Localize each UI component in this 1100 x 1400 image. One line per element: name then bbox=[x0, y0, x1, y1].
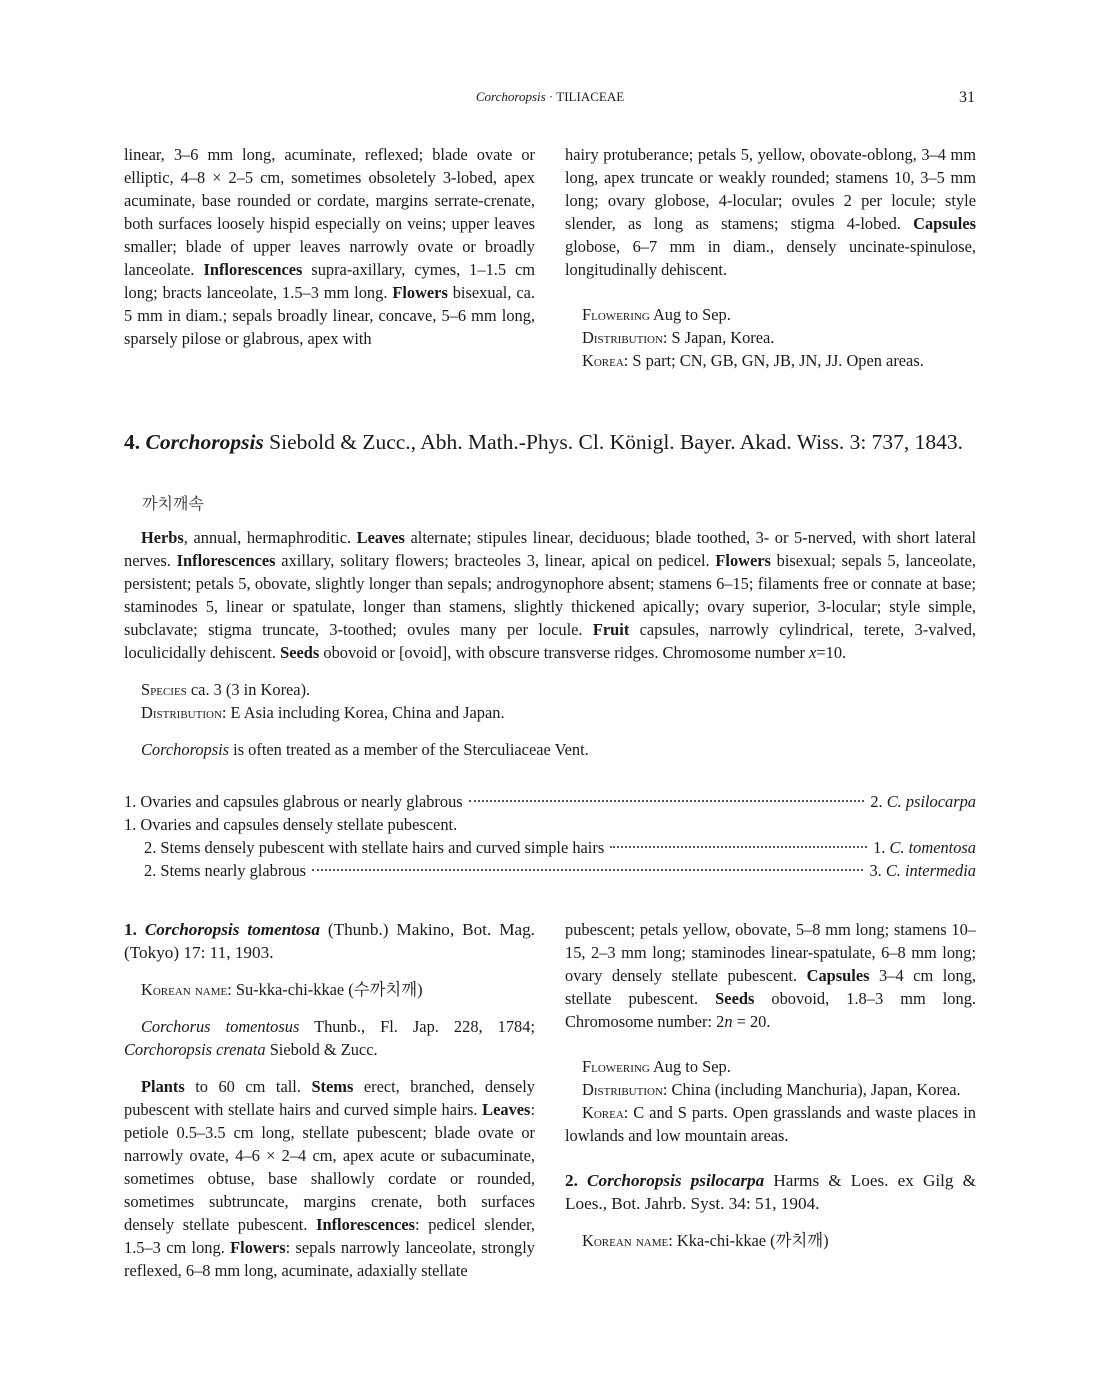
korea-value: : S part; CN, GB, GN, JB, JN, JJ. Open areas. bbox=[623, 351, 924, 370]
key-lead: 1. Ovaries and capsules densely stellate pubescent. bbox=[124, 815, 458, 834]
key-leader-dots bbox=[312, 869, 863, 871]
desc-term: Fruit bbox=[592, 620, 630, 639]
distribution-value: : China (including Manchuria), Japan, Korea. bbox=[662, 1080, 961, 1099]
desc-text: capsules, narrowly cylindrical, terete, 3-valved, loculicidally dehiscent. bbox=[124, 620, 976, 662]
flowering-label: Flowering bbox=[582, 1057, 650, 1076]
species-1-distribution bbox=[565, 1078, 976, 1101]
desc-text: axillary, solitary flowers; bracteoles 3, linear, apical on pedicel. bbox=[275, 551, 716, 570]
key-lead: 2. Stems nearly glabrous bbox=[144, 861, 307, 880]
desc-text: pubescent; petals yellow, obovate, 5–8 mm long; stamens 10–15, 2–3 mm long; staminodes linear-spatulate, 6–8 mm long; ovary densely stellate pubescent. bbox=[565, 920, 976, 985]
genus-description-text bbox=[124, 526, 976, 664]
desc-text: linear, 3–6 mm long, acuminate, reflexed; blade ovate or elliptic, 4–8 × 2–5 cm, sometimes obsoletely 3-lobed, apex acuminate, base rounded or cordate, margins serrate-crenate, both surfaces loosely hispid especially on veins; upper leaves smaller; blade of upper leaves narrowly ovate or broadly lanceolate. bbox=[124, 145, 535, 279]
distribution-label: Distribution bbox=[582, 1080, 663, 1099]
desc-text: supra-axillary, cymes, 1–1.5 cm long; bracts lanceolate, 1.5–3 mm long. bbox=[124, 260, 535, 302]
desc-text: globose, 6–7 mm in diam., densely uncinate-spinulose, longitudinally dehiscent. bbox=[565, 237, 976, 279]
flowering-value: Aug to Sep. bbox=[649, 1057, 731, 1076]
header-genus: Corchoropsis bbox=[475, 89, 546, 104]
desc-term: Flowers bbox=[715, 551, 771, 570]
desc-text: obovoid or [ovoid], with obscure transverse ridges. Chromosome number bbox=[319, 643, 810, 662]
species-number: 2. bbox=[565, 1171, 588, 1190]
chromosome-value: =10. bbox=[816, 643, 847, 662]
species-number: 1. bbox=[124, 920, 145, 939]
genus-name: Corchoropsis bbox=[145, 430, 264, 454]
bottom-left-column bbox=[124, 918, 535, 1282]
genus-distribution-line bbox=[124, 701, 976, 724]
desc-term: Herbs bbox=[141, 528, 184, 547]
desc-term: Capsules bbox=[913, 214, 976, 233]
desc-text: hairy protuberance; petals 5, yellow, obovate-oblong, 3–4 mm long, apex truncate or weakly rounded; stamens 10, 3–5 mm long; ovary globose, 4-locular; ovules 2 per locule; style slender, as long as stamens; stigma 4-lobed. bbox=[565, 145, 976, 233]
synonym-name: Corchoropsis crenata bbox=[124, 1040, 266, 1059]
top-left-column bbox=[124, 143, 535, 350]
header-family: TILIACEAE bbox=[556, 89, 625, 104]
genus-note bbox=[124, 738, 976, 761]
species-2-heading bbox=[565, 1169, 976, 1215]
distribution-value: : E Asia including Korea, China and Japan. bbox=[221, 703, 505, 722]
distribution-value: : S Japan, Korea. bbox=[662, 328, 775, 347]
species-1-description bbox=[124, 1075, 535, 1282]
distribution-label: Distribution bbox=[141, 703, 222, 722]
key-leader-dots bbox=[469, 800, 865, 802]
desc-text: = 20. bbox=[732, 1012, 771, 1031]
header-separator: · bbox=[545, 89, 557, 104]
flowering-value: Aug to Sep. bbox=[649, 305, 731, 324]
desc-term: Flowers bbox=[230, 1238, 286, 1257]
desc-text: bisexual; sepals 5, lanceolate, persistent; petals 5, obovate, slightly longer than sepals; androgynophore absent; stamens 6–15; filaments free or connate at base; staminodes 5, linear or spatulate, longer than stamens, slightly thickened apically; ovary superior, 3-locular; style simple, subclavate; stigma truncate, 3-toothed; ovules many per locule. bbox=[124, 551, 976, 639]
species-1-heading bbox=[124, 918, 535, 964]
desc-term: Seeds bbox=[715, 989, 755, 1008]
note-text: is often treated as a member of the Sterculiaceae Vent. bbox=[229, 740, 589, 759]
species-count-line bbox=[124, 678, 976, 701]
korean-name-label: Korean name bbox=[582, 1231, 669, 1250]
header-title bbox=[0, 89, 1100, 105]
desc-text: to 60 cm tall. bbox=[184, 1077, 312, 1096]
species-citation: Harms & Loes. ex Gilg & Loes., Bot. Jahrb. Syst. 34: 51, 1904. bbox=[565, 1171, 976, 1213]
top-right-column bbox=[565, 143, 976, 372]
species-1-flowering bbox=[565, 1055, 976, 1078]
key-row bbox=[124, 836, 976, 859]
desc-text: : sepals narrowly lanceolate, strongly reflexed, 6–8 mm long, acuminate, adaxially stellate bbox=[124, 1238, 535, 1280]
key-row bbox=[124, 790, 976, 813]
key-lead: 1. Ovaries and capsules glabrous or nearly glabrous bbox=[124, 792, 463, 811]
key-lead: 2. Stems densely pubescent with stellate hairs and curved simple hairs bbox=[144, 838, 605, 857]
flowering-label: Flowering bbox=[582, 305, 650, 324]
korea-label: Korea bbox=[582, 1103, 624, 1122]
desc-text: obovoid, 1.8–3 mm long. Chromosome number: 2 bbox=[565, 989, 976, 1031]
key-target: 2. C. psilocarpa bbox=[870, 792, 976, 811]
species-1-synonyms bbox=[124, 1015, 535, 1061]
desc-term: Inflorescences bbox=[203, 260, 303, 279]
species-citation: (Thunb.) Makino, Bot. Mag. (Tokyo) 17: 11, 1903. bbox=[124, 920, 535, 962]
desc-text: erect, branched, densely pubescent with stellate hairs and curved simple hairs. bbox=[124, 1077, 535, 1119]
page-number: 31 bbox=[959, 89, 975, 106]
desc-text: bisexual, ca. 5 mm in diam.; sepals broadly linear, concave, 5–6 mm long, sparsely pilose or glabrous, apex with bbox=[124, 283, 535, 348]
synonym-name: Corchorus tomentosus bbox=[141, 1017, 300, 1036]
desc-term: Capsules bbox=[806, 966, 870, 985]
desc-term: Inflorescences bbox=[316, 1215, 416, 1234]
continued-description bbox=[565, 143, 976, 281]
chromosome-variable: n bbox=[724, 1012, 733, 1031]
flowering-line bbox=[565, 303, 976, 326]
genus-description bbox=[124, 526, 976, 761]
desc-term: Stems bbox=[311, 1077, 354, 1096]
genus-heading bbox=[124, 427, 976, 457]
species-1-korea bbox=[565, 1101, 976, 1147]
desc-text: , annual, hermaphroditic. bbox=[183, 528, 357, 547]
species-name: Corchoropsis psilocarpa bbox=[587, 1171, 765, 1190]
korean-name-label: Korean name bbox=[141, 980, 228, 999]
genus-korean-name: 까치깨속 bbox=[142, 494, 204, 513]
desc-text: : petiole 0.5–3.5 cm long, stellate pubescent; blade ovate or narrowly ovate, 4–6 × 2–4 cm, apex acute or subacuminate, sometimes obtuse, base shallowly cordate or rounded, sometimes subtruncate, margins crenate, both surfaces densely stellate pubescent. bbox=[124, 1100, 535, 1234]
korea-label: Korea bbox=[582, 351, 624, 370]
species-label: Species bbox=[141, 680, 187, 699]
continued-description bbox=[124, 143, 535, 350]
species-name: Corchoropsis tomentosa bbox=[144, 920, 320, 939]
korea-value: : C and S parts. Open grasslands and waste places in lowlands and low mountain areas. bbox=[565, 1103, 976, 1145]
note-genus-name: Corchoropsis bbox=[141, 740, 230, 759]
synonym-citation: Siebold & Zucc. bbox=[265, 1040, 378, 1059]
species-1-korean-name bbox=[124, 978, 535, 1001]
species-value: ca. 3 (3 in Korea). bbox=[186, 680, 311, 699]
key-leader-dots bbox=[610, 846, 867, 848]
desc-term: Inflorescences bbox=[176, 551, 276, 570]
desc-term: Plants bbox=[141, 1077, 185, 1096]
desc-term: Flowers bbox=[392, 283, 448, 302]
species-1-description-cont bbox=[565, 918, 976, 1033]
synonym-citation: Thunb., Fl. Jap. 228, 1784; bbox=[299, 1017, 535, 1036]
running-header bbox=[0, 89, 1100, 109]
key-row bbox=[124, 859, 976, 882]
distribution-line bbox=[565, 326, 976, 349]
distribution-label: Distribution bbox=[582, 328, 663, 347]
korea-line bbox=[565, 349, 976, 372]
identification-key bbox=[124, 790, 976, 882]
species-2-korean-name bbox=[565, 1229, 976, 1252]
desc-text: 3–4 cm long, stellate pubescent. bbox=[565, 966, 976, 1008]
chromosome-variable: x bbox=[809, 643, 817, 662]
key-row bbox=[124, 813, 976, 836]
genus-number: 4. bbox=[124, 430, 146, 454]
korean-name-value: : Su-kka-chi-kkae (수까치깨) bbox=[227, 980, 423, 999]
key-target: 3. C. intermedia bbox=[869, 861, 976, 880]
desc-term: Seeds bbox=[280, 643, 320, 662]
desc-term: Leaves bbox=[482, 1100, 531, 1119]
key-target: 1. C. tomentosa bbox=[873, 838, 976, 857]
genus-citation: Siebold & Zucc., Abh. Math.-Phys. Cl. Königl. Bayer. Akad. Wiss. 3: 737, 1843. bbox=[263, 430, 964, 454]
desc-text: alternate; stipules linear, deciduous; blade toothed, 3- or 5-nerved, with short lateral nerves. bbox=[124, 528, 976, 570]
korean-name-value: : Kka-chi-kkae (까치깨) bbox=[668, 1231, 829, 1250]
desc-text: : pedicel slender, 1.5–3 cm long. bbox=[124, 1215, 535, 1257]
desc-term: Leaves bbox=[356, 528, 405, 547]
bottom-right-column bbox=[565, 918, 976, 1252]
